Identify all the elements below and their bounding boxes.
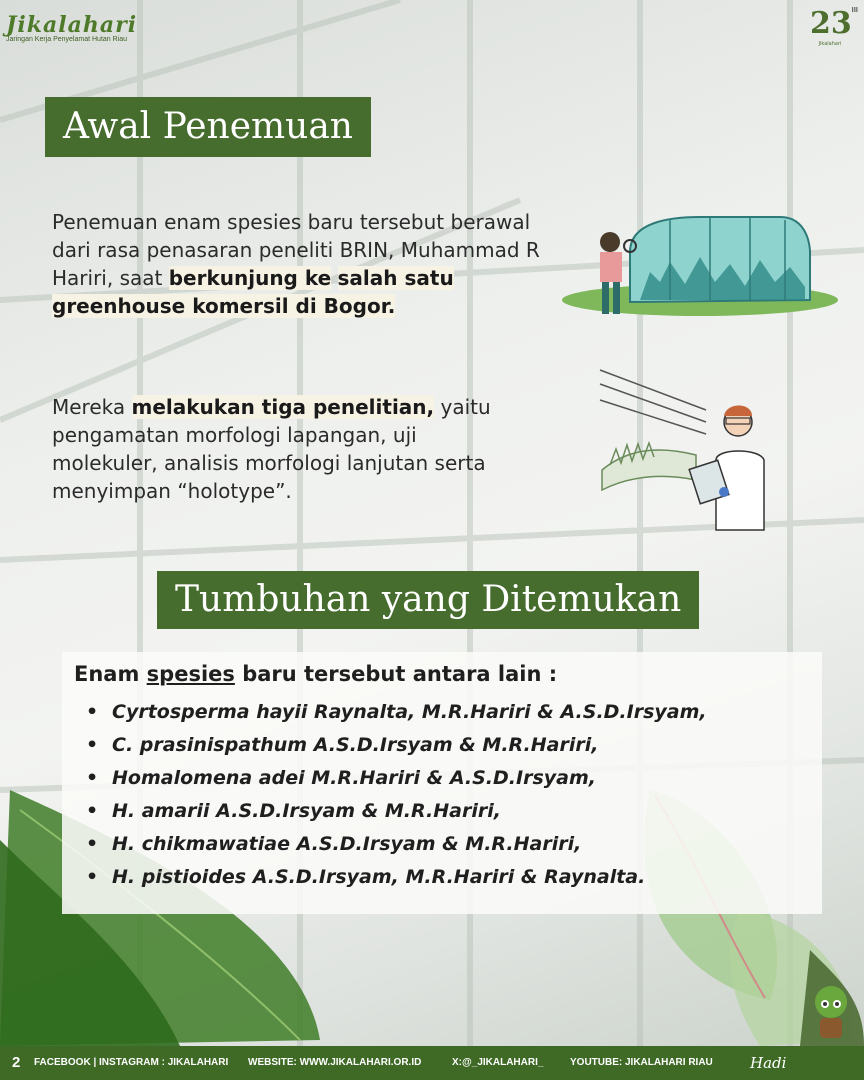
species-item [86, 729, 707, 762]
species-name: H. amarii A.S.D.Irsyam & M.R.Hariri, [112, 800, 501, 822]
anniversary-tag: Jikalahari [818, 41, 842, 47]
species-name: H. chikmawatiae A.S.D.Irsyam & M.R.Hariri, [112, 833, 582, 855]
para2-lead: Mereka [52, 395, 132, 419]
species-box [62, 652, 822, 914]
greenhouse-illustration [560, 212, 840, 324]
anniversary-superscript: III [851, 6, 858, 14]
species-list [86, 696, 707, 894]
footer-x-handle: X:@_JIKALAHARI_ [452, 1057, 544, 1068]
bullet-icon: • [86, 800, 99, 822]
para1-highlight-a: berkunjung ke [168, 266, 332, 290]
jikalahari-logo [6, 12, 137, 43]
bullet-icon: • [86, 734, 99, 756]
scientist-illustration [596, 360, 782, 532]
bullet-icon: • [86, 866, 99, 888]
logo-tagline: Jaringan Kerja Penyelamat Hutan Riau [6, 36, 128, 43]
bullet-icon: • [86, 833, 99, 855]
para1-text: Penemuan enam spesies baru tersebut berawal dari rasa penasaran peneliti BRIN, Muhammad R Hariri, saat [52, 210, 540, 290]
species-item [86, 795, 707, 828]
heading-tumbuhan: Tumbuhan yang Ditemukan [157, 571, 699, 629]
species-item [86, 762, 707, 795]
bullet-icon: • [86, 767, 99, 789]
page-number: 2 [12, 1054, 21, 1071]
footer-social: FACEBOOK | INSTAGRAM : JIKALAHARI [34, 1057, 229, 1068]
anniversary-number: 23 [810, 6, 852, 41]
para2-highlight: melakukan tiga penelitian, [131, 395, 435, 419]
paragraph-discovery [52, 208, 562, 320]
species-name: Cyrtosperma hayii Raynalta, M.R.Hariri & A.S.D.Irsyam, [112, 701, 707, 723]
heading-awal-penemuan: Awal Penemuan [45, 97, 371, 157]
species-name: Homalomena adei M.R.Hariri & A.S.D.Irsyam, [112, 767, 596, 789]
anniversary-badge [810, 6, 858, 47]
para2-rest: yaitu pengamatan morfologi lapangan, uji molekuler, analisis morfologi lanjutan serta menyimpan “holotype”. [52, 395, 491, 503]
footer-website: WEBSITE: WWW.JIKALAHARI.OR.ID [248, 1057, 422, 1068]
intro-text-b: baru tersebut antara lain : [234, 662, 558, 686]
species-item [86, 696, 707, 729]
bullet-icon: • [86, 701, 99, 723]
species-item [86, 861, 707, 894]
paragraph-research [52, 393, 522, 505]
mascot-icon [808, 984, 854, 1044]
species-intro [74, 662, 557, 686]
signature: Hadi [750, 1054, 787, 1072]
species-name: H. pistioides A.S.D.Irsyam, M.R.Hariri & Raynalta. [112, 866, 646, 888]
species-name: C. prasinispathum A.S.D.Irsyam & M.R.Hariri, [112, 734, 599, 756]
para1-highlight-b: salah satu greenhouse komersil di Bogor. [52, 266, 454, 318]
footer-youtube: YOUTUBE: JIKALAHARI RIAU [570, 1057, 713, 1068]
footer-bar [0, 1046, 864, 1080]
species-item [86, 828, 707, 861]
logo-name: Jikalahari [6, 12, 138, 38]
intro-text-a: Enam [74, 662, 147, 686]
intro-underlined-word: spesies [146, 662, 235, 686]
